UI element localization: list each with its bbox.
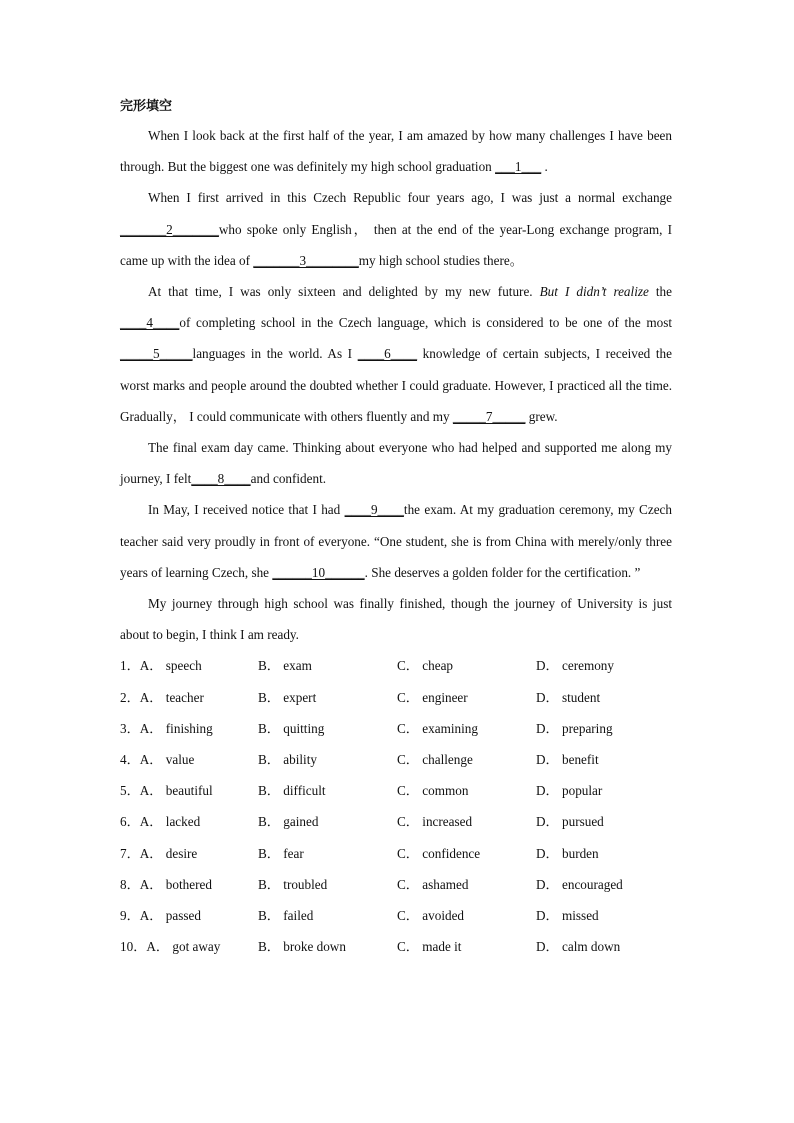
option-b: B． ability xyxy=(258,752,317,768)
passage xyxy=(120,120,672,650)
option-c: C． challenge xyxy=(397,752,473,768)
option-row xyxy=(120,931,672,962)
text: grew. xyxy=(525,408,558,424)
option-a: 3．A． finishing xyxy=(120,720,213,736)
paragraph-1 xyxy=(120,120,672,182)
option-row xyxy=(120,744,672,775)
option-c: C． engineer xyxy=(397,689,468,705)
option-a: 2．A． teacher xyxy=(120,689,204,705)
option-b: B． quitting xyxy=(258,720,325,736)
option-a: 1．A． speech xyxy=(120,658,202,674)
paragraph-2 xyxy=(120,182,672,276)
text: the exam. At my graduation ceremony, my Czech teacher said very proudly in front of everyone. “One student, she is from China with merely/only three years of learning Czech, she xyxy=(120,502,673,580)
blank-5: _____5_____ xyxy=(120,346,193,362)
paragraph-6 xyxy=(120,588,672,650)
option-d: D． encouraged xyxy=(536,876,623,892)
text: knowledge of certain subjects, I received the worst marks and people around the doubted whether I could graduate. However, I practiced all the time. Gradually， I could communicate with others fluently and my xyxy=(120,346,672,424)
option-d: D． student xyxy=(536,689,601,705)
text: The final exam day came. Thinking about everyone who had helped and supported me along my journey, I felt xyxy=(120,440,672,487)
option-row xyxy=(120,713,672,744)
option-d: D． ceremony xyxy=(536,658,614,674)
option-b: B． expert xyxy=(258,689,317,705)
option-c: C． confidence xyxy=(397,845,481,861)
option-c: C． increased xyxy=(397,814,473,830)
paragraph-4 xyxy=(120,432,672,494)
blank-8: ____8____ xyxy=(191,471,251,487)
paragraph-3 xyxy=(120,276,672,432)
option-row xyxy=(120,775,672,806)
blank-3: _______3________ xyxy=(253,252,359,268)
document-page xyxy=(120,94,672,962)
text: and confident. xyxy=(250,471,327,487)
option-d: D． calm down xyxy=(536,939,621,955)
option-row xyxy=(120,900,672,931)
text: My journey through high school was finally finished, though the journey of University is just about to begin, I think I am ready. xyxy=(120,596,672,643)
option-d: D． burden xyxy=(536,845,599,861)
option-row xyxy=(120,806,672,837)
option-c: C． made it xyxy=(397,939,462,955)
text: who spoke only English， then at the end of the year-Long exchange program, I came up with the idea of xyxy=(120,221,672,268)
blank-9: ____9____ xyxy=(344,502,404,518)
blank-6: ____6____ xyxy=(357,346,418,362)
option-row xyxy=(120,838,672,869)
option-a: 4．A． value xyxy=(120,752,195,768)
blank-4: ____4____ xyxy=(120,315,180,331)
answer-options xyxy=(120,650,672,962)
option-b: B． broke down xyxy=(258,939,346,955)
option-b: B． difficult xyxy=(258,783,326,799)
option-row xyxy=(120,682,672,713)
text: . She deserves a golden folder for the certification. ” xyxy=(364,564,641,580)
option-a: 8．A． bothered xyxy=(120,876,212,892)
option-d: D． preparing xyxy=(536,720,613,736)
option-d: D． benefit xyxy=(536,752,599,768)
blank-2: _______2_______ xyxy=(120,221,219,237)
option-d: D． missed xyxy=(536,907,599,923)
text: of completing school in the Czech language, which is considered to be one of the most xyxy=(179,315,672,331)
text: the xyxy=(648,284,672,300)
option-a: 5．A． beautiful xyxy=(120,783,213,799)
text: When I look back at the first half of the year, I am amazed by how many challenges I have been through. But the biggest one was definitely my high school graduation xyxy=(120,128,672,175)
text: When I first arrived in this Czech Republic four years ago, I was just a normal exchange xyxy=(148,190,672,206)
option-c: C． ashamed xyxy=(397,876,469,892)
option-row xyxy=(120,869,672,900)
text: languages in the world. As I xyxy=(192,346,358,362)
blank-10: ______10______ xyxy=(272,564,365,580)
option-a: 9．A． passed xyxy=(120,907,201,923)
option-c: C． examining xyxy=(397,720,478,736)
paragraph-5 xyxy=(120,494,672,588)
option-b: B． gained xyxy=(258,814,319,830)
text: my high school studies there。 xyxy=(358,252,523,268)
option-b: B． exam xyxy=(258,658,312,674)
option-b: B． failed xyxy=(258,907,314,923)
italic-text: But I didn’t realize xyxy=(539,284,649,300)
blank-1: ___1___ xyxy=(495,159,542,175)
option-c: C． avoided xyxy=(397,907,465,923)
option-a: 7．A． desire xyxy=(120,845,198,861)
text: At that time, I was only sixteen and delighted by my new future. xyxy=(148,284,540,300)
option-a: 10．A． got away xyxy=(120,939,221,955)
option-d: D． popular xyxy=(536,783,603,799)
section-heading: 完形填空 xyxy=(120,99,173,114)
option-d: D． pursued xyxy=(536,814,604,830)
text: In May, I received notice that I had xyxy=(148,502,345,518)
blank-7: _____7_____ xyxy=(452,408,526,424)
option-b: B． fear xyxy=(258,845,304,861)
option-c: C． common xyxy=(397,783,469,799)
option-c: C． cheap xyxy=(397,658,454,674)
option-b: B． troubled xyxy=(258,876,328,892)
option-row xyxy=(120,650,672,681)
text: . xyxy=(541,159,548,175)
option-a: 6．A． lacked xyxy=(120,814,201,830)
